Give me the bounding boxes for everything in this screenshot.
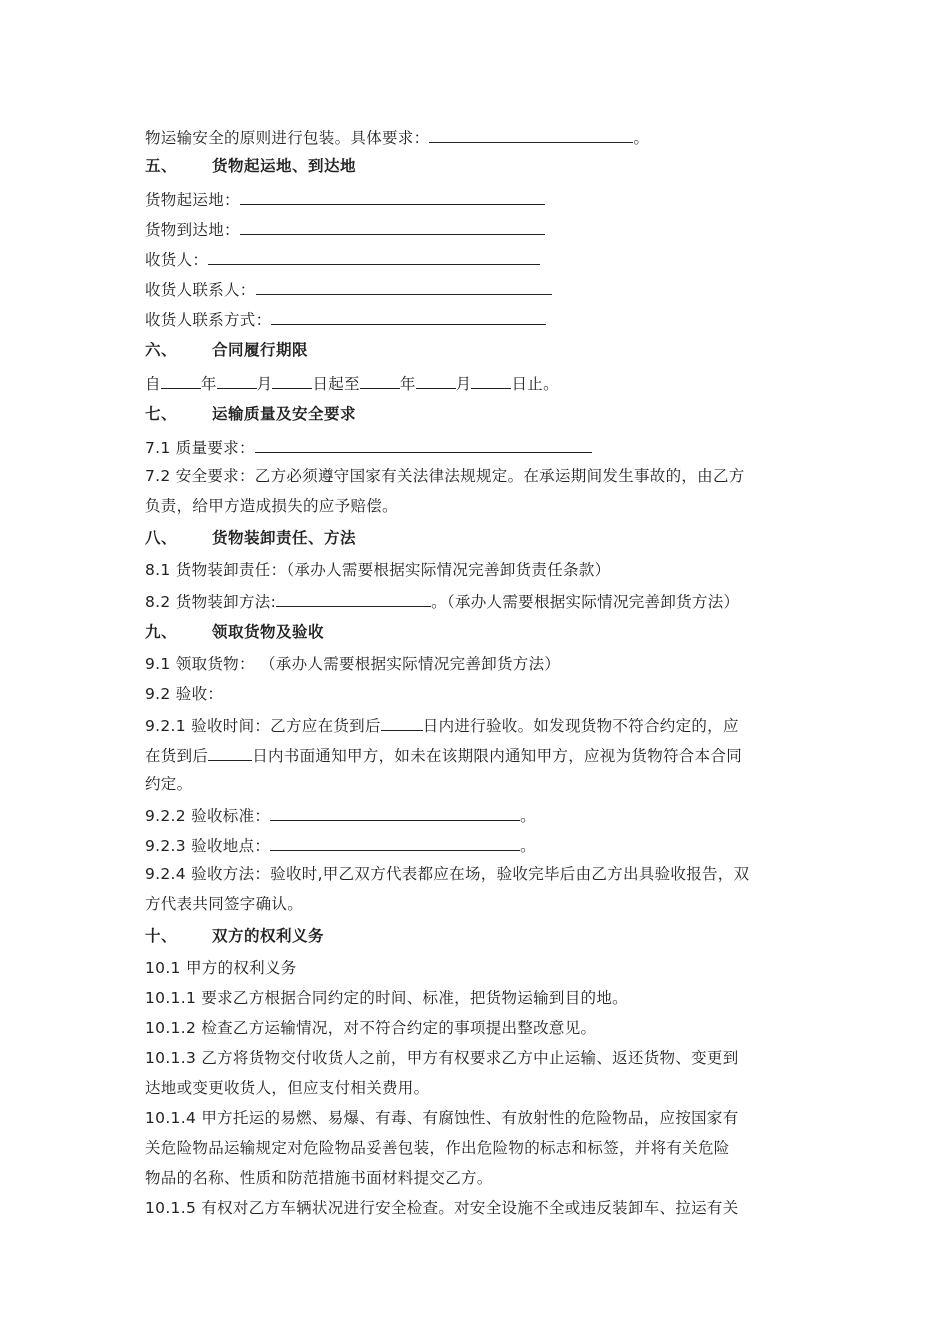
text: 日起至	[312, 375, 360, 393]
loading-responsibility-line: 8.1 货物装卸责任：（承办人需要根据实际情况完善卸货责任条款）	[145, 561, 611, 579]
contact-blank[interactable]	[256, 278, 552, 295]
destination-blank[interactable]	[240, 218, 545, 235]
section-number: 六、	[145, 340, 178, 359]
text: 9.2.1 验收时间：乙方应在货到后	[145, 717, 381, 735]
clause-10-1-4-line-3: 物品的名称、性质和防范措施书面材料提交乙方。	[145, 1169, 493, 1187]
date-blank[interactable]	[272, 372, 312, 389]
packaging-requirement-line	[145, 126, 649, 148]
section-heading-9	[145, 622, 324, 642]
section-title: 货物装卸责任、方法	[212, 528, 357, 547]
clause-10-1-2: 10.1.2 检查乙方运输情况，对不符合约定的事项提出整改意见。	[145, 1019, 597, 1037]
section-title: 领取货物及验收	[212, 622, 325, 641]
text: 年	[200, 375, 217, 393]
acceptance-time-line-1	[145, 714, 739, 736]
section-number: 十、	[145, 926, 178, 945]
text: 。（承办人需要根据实际情况完善卸货方法）	[431, 593, 740, 611]
field-label: 9.2.3 验收地点：	[145, 837, 271, 855]
acceptance-standard-line	[145, 804, 536, 826]
text: 。	[520, 807, 536, 825]
quality-requirement-line	[145, 436, 592, 458]
consignee-contact-way-line	[145, 308, 546, 330]
date-blank[interactable]	[217, 372, 257, 389]
text: 。	[633, 129, 650, 147]
acceptance-time-line-3: 约定。	[145, 775, 193, 793]
section-title: 双方的权利义务	[212, 926, 325, 945]
section-heading-8	[145, 528, 356, 548]
field-label: 货物起运地：	[145, 191, 240, 209]
loading-method-line	[145, 590, 739, 612]
date-blank[interactable]	[471, 372, 511, 389]
acceptance-method-line-1: 9.2.4 验收方法：验收时,甲乙双方代表都应在场，验收完毕后由乙方出具验收报告，双	[145, 865, 750, 883]
text: 。	[520, 837, 536, 855]
clause-10-1-1: 10.1.1 要求乙方根据合同约定的时间、标准，把货物运输到目的地。	[145, 989, 628, 1007]
party-a-rights-heading: 10.1 甲方的权利义务	[145, 959, 297, 977]
clause-10-1-3-line-1: 10.1.3 乙方将货物交付收货人之前，甲方有权要求乙方中止运输、返还货物、变更到	[145, 1049, 739, 1067]
acceptance-time-line-2	[145, 744, 742, 766]
days-blank[interactable]	[381, 714, 423, 731]
receive-goods-line: 9.1 领取货物： （承办人需要根据实际情况完善卸货方法）	[145, 655, 561, 673]
fill-blank[interactable]	[429, 126, 633, 143]
quality-blank[interactable]	[255, 436, 592, 453]
section-title: 运输质量及安全要求	[212, 404, 357, 423]
destination-line	[145, 218, 545, 240]
section-number: 七、	[145, 404, 178, 423]
safety-requirement-line-2: 负责，给甲方造成损失的应予赔偿。	[145, 497, 398, 515]
contact-way-blank[interactable]	[271, 308, 546, 325]
section-heading-5	[145, 156, 356, 176]
days-blank[interactable]	[208, 744, 252, 761]
acceptance-line: 9.2 验收：	[145, 685, 224, 703]
section-number: 五、	[145, 156, 178, 175]
section-heading-10	[145, 926, 324, 946]
acceptance-location-line	[145, 834, 536, 856]
text: 年	[399, 375, 416, 393]
field-label: 收货人：	[145, 251, 209, 269]
acceptance-method-line-2: 方代表共同签字确认。	[145, 895, 304, 913]
consignee-blank[interactable]	[208, 248, 540, 265]
clause-10-1-3-line-2: 达地或变更收货人，但应支付相关费用。	[145, 1079, 430, 1097]
text: 月	[256, 375, 273, 393]
date-blank[interactable]	[161, 372, 201, 389]
safety-requirement-line-1: 7.2 安全要求：乙方必须遵守国家有关法律法规规定。在承运期间发生事故的，由乙方	[145, 467, 745, 485]
section-heading-6	[145, 340, 308, 360]
consignee-line	[145, 248, 540, 270]
text: 日止。	[511, 375, 559, 393]
field-label: 收货人联系人：	[145, 281, 256, 299]
section-number: 八、	[145, 528, 178, 547]
acceptance-standard-blank[interactable]	[270, 804, 520, 821]
section-heading-7	[145, 404, 356, 424]
clause-10-1-5-line-1: 10.1.5 有权对乙方车辆状况进行安全检查。对安全设施不全或违反装卸车、拉运有关	[145, 1199, 739, 1217]
date-blank[interactable]	[360, 372, 400, 389]
section-title: 货物起运地、到达地	[212, 156, 357, 175]
clause-10-1-4-line-1: 10.1.4 甲方托运的易燃、易爆、有毒、有腐蚀性、有放射性的危险物品，应按国家有	[145, 1109, 739, 1127]
consignee-contact-line	[145, 278, 552, 300]
date-blank[interactable]	[416, 372, 456, 389]
text: 物运输安全的原则进行包装。具体要求：	[145, 129, 430, 147]
field-label: 8.2 货物装卸方法:	[145, 593, 277, 611]
text: 自	[145, 375, 161, 393]
acceptance-location-blank[interactable]	[270, 834, 520, 851]
section-title: 合同履行期限	[212, 340, 309, 359]
text: 日内书面通知甲方，如未在该期限内通知甲方，应视为货物符合本合同	[252, 747, 743, 765]
field-label: 9.2.2 验收标准：	[145, 807, 271, 825]
contract-period-line	[145, 372, 559, 394]
text: 在货到后	[145, 747, 209, 765]
loading-method-blank[interactable]	[276, 590, 431, 607]
clause-10-1-4-line-2: 关危险物品运输规定对危险物品妥善包装，作出危险物的标志和标签，并将有关危险	[145, 1139, 730, 1157]
field-label: 收货人联系方式：	[145, 311, 272, 329]
field-label: 货物到达地：	[145, 221, 240, 239]
section-number: 九、	[145, 622, 178, 641]
origin-line	[145, 188, 545, 210]
text: 日内进行验收。如发现货物不符合约定的，应	[422, 717, 739, 735]
text: 月	[455, 375, 472, 393]
origin-blank[interactable]	[240, 188, 545, 205]
field-label: 7.1 质量要求：	[145, 439, 255, 457]
